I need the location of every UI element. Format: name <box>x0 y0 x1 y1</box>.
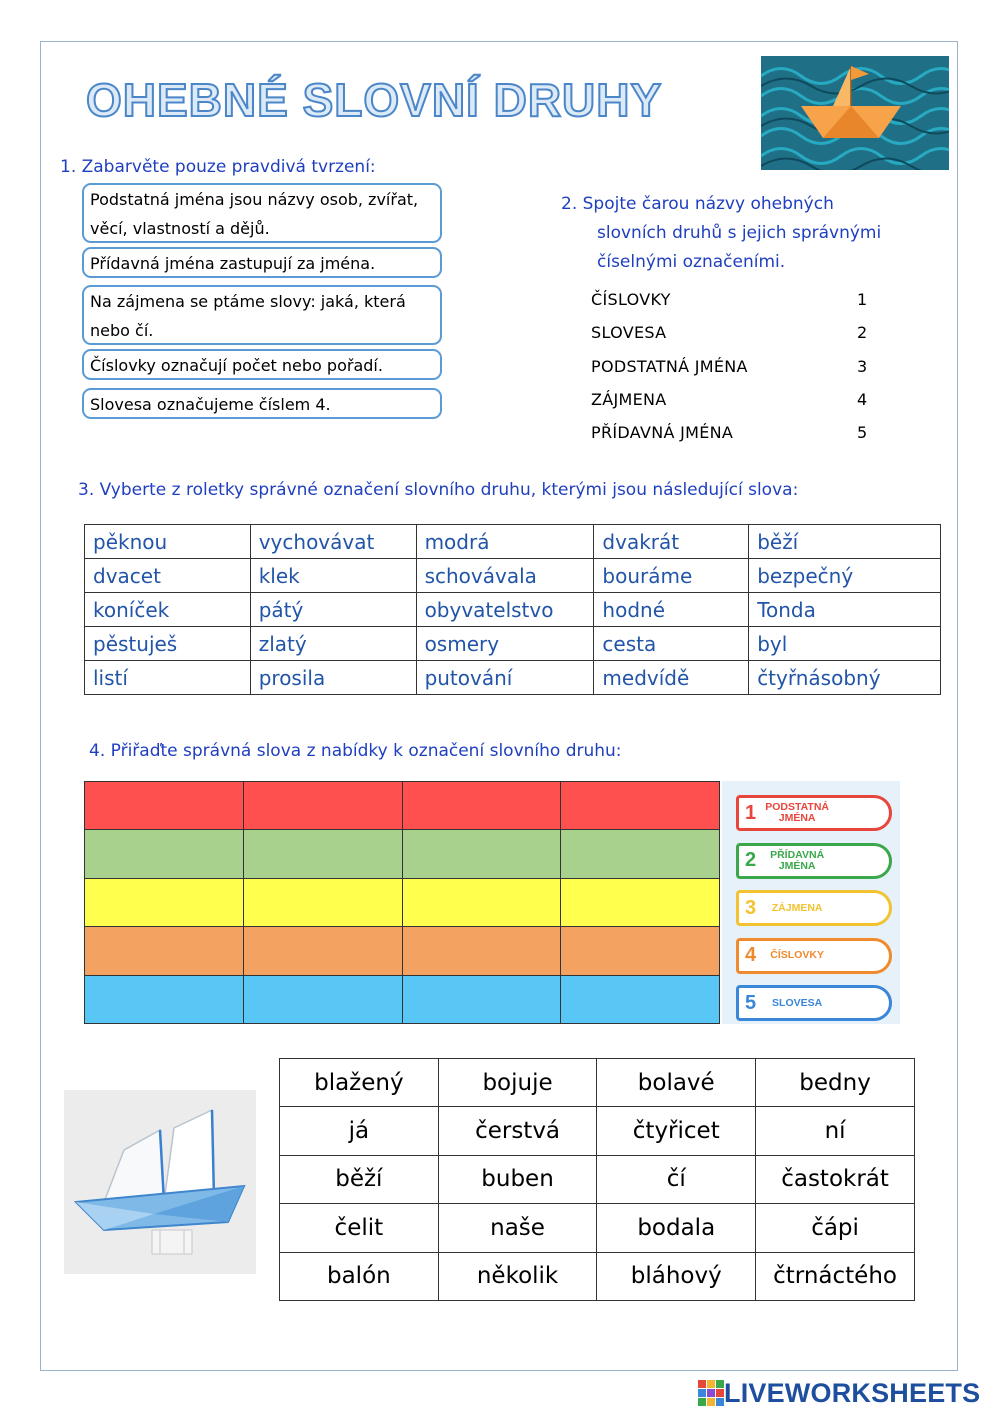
draggable-word[interactable]: bláhový <box>597 1252 756 1300</box>
draggable-word[interactable]: blažený <box>280 1059 439 1107</box>
draggable-word[interactable]: čí <box>597 1155 756 1203</box>
statement-1[interactable]: Podstatná jména jsou názvy osob, zvířat, věcí, vlastností a dějů. <box>82 183 442 243</box>
word-cell[interactable]: cesta <box>594 627 749 661</box>
q2-heading-line2: slovních druhů s jejich správnými <box>597 223 882 243</box>
legend-label: PODSTATNÁ JMÉNA <box>765 801 830 824</box>
draggable-word[interactable]: několik <box>438 1252 597 1300</box>
drop-target-cell[interactable] <box>243 830 402 878</box>
match-pair[interactable] <box>591 316 871 349</box>
word-cell[interactable]: pěknou <box>85 525 251 559</box>
drop-target-cell[interactable] <box>243 927 402 975</box>
match-word[interactable]: PŘÍDAVNÁ JMÉNA <box>591 423 734 443</box>
match-word[interactable]: ZÁJMENA <box>591 390 667 410</box>
drop-target-cell[interactable] <box>243 975 402 1023</box>
drop-target-cell[interactable] <box>561 830 720 878</box>
q3-heading: 3. Vyberte z roletky správné označení slovního druhu, kterými jsou následující slova: <box>78 480 799 500</box>
match-number[interactable]: 2 <box>857 323 868 343</box>
statement-2[interactable]: Přídavná jména zastupují za jména. <box>82 247 442 278</box>
word-bank-row <box>280 1204 915 1252</box>
match-word[interactable]: ČÍSLOVKY <box>591 290 671 310</box>
match-pair[interactable] <box>591 350 871 383</box>
draggable-word[interactable]: bedny <box>756 1059 915 1107</box>
match-pair[interactable] <box>591 416 871 449</box>
legend-number: 2 <box>745 849 757 871</box>
legend-number: 4 <box>745 944 757 966</box>
draggable-word[interactable]: bojuje <box>438 1059 597 1107</box>
draggable-word[interactable]: já <box>280 1107 439 1155</box>
word-cell[interactable]: Tonda <box>749 593 941 627</box>
legend-flag <box>736 795 892 831</box>
word-dropdown-table <box>84 524 941 695</box>
paper-boat-waves-image <box>761 56 949 170</box>
draggable-word[interactable]: ní <box>756 1107 915 1155</box>
word-cell[interactable]: schovávala <box>416 559 594 593</box>
word-cell[interactable]: byl <box>749 627 941 661</box>
word-cell[interactable]: osmery <box>416 627 594 661</box>
draggable-word[interactable]: čelit <box>280 1204 439 1252</box>
word-bank-row <box>280 1252 915 1300</box>
drop-target-cell[interactable] <box>85 830 244 878</box>
draggable-word[interactable]: čtyřicet <box>597 1107 756 1155</box>
color-row <box>85 782 720 830</box>
drop-target-cell[interactable] <box>243 782 402 830</box>
draggable-word[interactable]: balón <box>280 1252 439 1300</box>
color-row <box>85 878 720 926</box>
legend-flag <box>736 843 892 879</box>
drop-target-cell[interactable] <box>561 927 720 975</box>
word-bank-row <box>280 1107 915 1155</box>
draggable-word[interactable]: čerstvá <box>438 1107 597 1155</box>
match-number[interactable]: 3 <box>857 356 868 376</box>
draggable-word[interactable]: čtrnáctého <box>756 1252 915 1300</box>
origami-ship-image <box>64 1090 256 1274</box>
drop-target-cell[interactable] <box>85 975 244 1023</box>
q4-heading: 4. Přiřaďte správná slova z nabídky k označení slovního druhu: <box>89 741 622 761</box>
word-cell[interactable]: bouráme <box>594 559 749 593</box>
match-number[interactable]: 5 <box>857 423 868 443</box>
drop-target-cell[interactable] <box>85 782 244 830</box>
drop-target-cell[interactable] <box>402 927 561 975</box>
draggable-word[interactable]: bolavé <box>597 1059 756 1107</box>
word-cell[interactable]: listí <box>85 661 251 695</box>
match-pair[interactable] <box>591 383 871 416</box>
drop-target-cell[interactable] <box>402 830 561 878</box>
legend-number: 3 <box>745 896 757 919</box>
legend-label: ČÍSLOVKY <box>770 949 824 961</box>
q2-heading-line3: číselnými označeními. <box>597 252 786 272</box>
svg-text:OHEBNÉ SLOVNÍ DRUHY: OHEBNÉ SLOVNÍ DRUHY <box>86 74 663 126</box>
statement-4[interactable]: Číslovky označují počet nebo pořadí. <box>82 349 442 380</box>
table-row <box>85 661 941 695</box>
legend-flag <box>736 985 892 1021</box>
table-row <box>85 559 941 593</box>
legend-number: 5 <box>745 991 757 1014</box>
liveworksheets-icon <box>698 1380 724 1406</box>
match-pair[interactable] <box>591 283 871 316</box>
draggable-word[interactable]: buben <box>438 1155 597 1203</box>
q2-heading-line1: 2. Spojte čarou názvy ohebných <box>561 194 834 214</box>
match-word[interactable]: PODSTATNÁ JMÉNA <box>591 356 748 376</box>
drop-target-cell[interactable] <box>85 878 244 926</box>
match-word[interactable]: SLOVESA <box>591 323 667 343</box>
table-row <box>85 525 941 559</box>
word-cell[interactable]: pátý <box>250 593 416 627</box>
match-number[interactable]: 4 <box>857 390 868 410</box>
word-cell[interactable]: hodné <box>594 593 749 627</box>
legend-number: 1 <box>745 801 757 824</box>
table-row <box>85 627 941 661</box>
color-row <box>85 927 720 975</box>
q1-heading: 1. Zabarvěte pouze pravdivá tvrzení: <box>60 157 376 177</box>
legend-flags <box>722 781 900 1024</box>
drop-target-cell[interactable] <box>561 782 720 830</box>
word-bank-table <box>279 1058 915 1301</box>
word-cell[interactable]: medvídě <box>594 661 749 695</box>
word-cell[interactable]: obyvatelstvo <box>416 593 594 627</box>
draggable-word[interactable]: naše <box>438 1204 597 1252</box>
drop-target-cell[interactable] <box>243 878 402 926</box>
match-number[interactable]: 1 <box>857 290 868 310</box>
liveworksheets-logo <box>698 1378 980 1408</box>
drop-target-cell[interactable] <box>402 782 561 830</box>
color-row <box>85 975 720 1023</box>
word-bank-row <box>280 1155 915 1203</box>
word-cell[interactable]: klek <box>250 559 416 593</box>
word-cell[interactable]: modrá <box>416 525 594 559</box>
word-cell[interactable]: koníček <box>85 593 251 627</box>
word-cell[interactable]: dvakrát <box>594 525 749 559</box>
word-cell[interactable]: zlatý <box>250 627 416 661</box>
draggable-word[interactable]: běží <box>280 1155 439 1203</box>
legend-flag <box>736 938 892 974</box>
legend-label: SLOVESA <box>772 996 823 1009</box>
draggable-word[interactable]: čápi <box>756 1204 915 1252</box>
word-cell[interactable]: prosila <box>250 661 416 695</box>
word-cell[interactable]: bezpečný <box>749 559 941 593</box>
word-cell[interactable]: vychovávat <box>250 525 416 559</box>
draggable-word[interactable]: častokrát <box>756 1155 915 1203</box>
legend-flag <box>736 890 892 926</box>
color-sorting-table <box>84 781 720 1024</box>
matching-list <box>591 283 871 449</box>
statement-3[interactable]: Na zájmena se ptáme slovy: jaká, která nebo čí. <box>82 285 442 345</box>
word-cell[interactable]: pěstuješ <box>85 627 251 661</box>
legend-label: ZÁJMENA <box>771 901 823 914</box>
word-bank-row <box>280 1059 915 1107</box>
legend-label: PŘÍDAVNÁ JMÉNA <box>770 848 825 872</box>
table-row <box>85 593 941 627</box>
drop-target-cell[interactable] <box>402 878 561 926</box>
drop-target-cell[interactable] <box>561 975 720 1023</box>
word-cell[interactable]: běží <box>749 525 941 559</box>
drop-target-cell[interactable] <box>402 975 561 1023</box>
drop-target-cell[interactable] <box>561 878 720 926</box>
word-cell[interactable]: dvacet <box>85 559 251 593</box>
drop-target-cell[interactable] <box>85 927 244 975</box>
statement-5[interactable]: Slovesa označujeme číslem 4. <box>82 388 442 419</box>
word-cell[interactable]: putování <box>416 661 594 695</box>
color-row <box>85 830 720 878</box>
draggable-word[interactable]: bodala <box>597 1204 756 1252</box>
word-cell[interactable]: čtyřnásobný <box>749 661 941 695</box>
logo-text: LIVEWORKSHEETS <box>724 1377 981 1408</box>
page-title <box>84 64 744 134</box>
